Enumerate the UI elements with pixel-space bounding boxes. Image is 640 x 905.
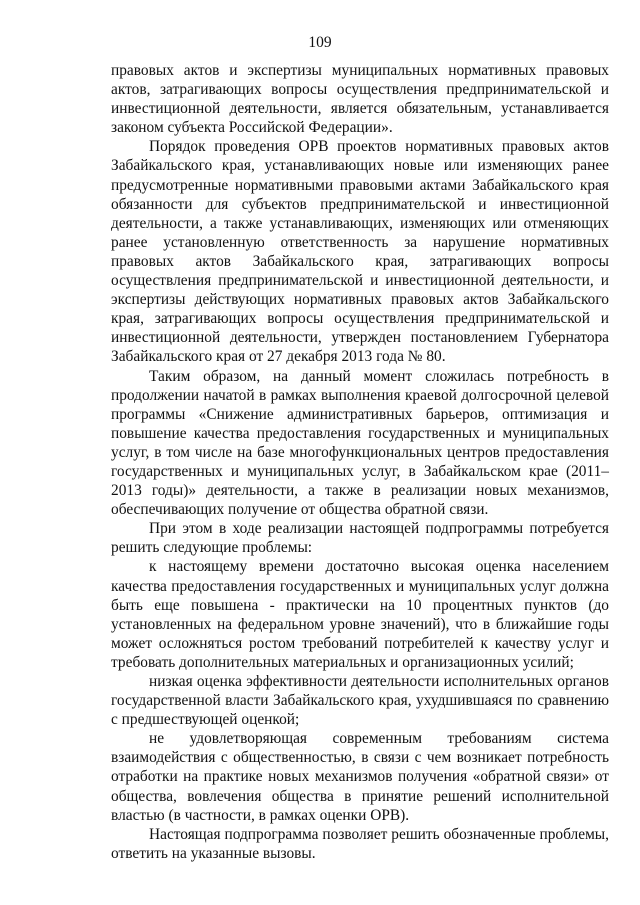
- paragraph-continuation: правовых актов и экспертизы муниципальных нормативных правовых актов, затрагивающих вопросы осуществления предпринимательской и инвестиционной деятельности, является обязательным, устанавливается законом субъекта Российской Федерации».: [111, 62, 609, 137]
- paragraph-problem-interaction: не удовлетворяющая современным требованиям система взаимодействия с общественностью, в связи с чем возникает потребность отработки на практике новых механизмов получения «обратной связи» от общества, вовлечения общества в принятие решений исполнительной властью (в частности, в рамках оценки ОРВ).: [111, 730, 609, 824]
- paragraph-need: Таким образом, на данный момент сложилась потребность в продолжении начатой в рамках выполнения краевой долгосрочной целевой программы «Снижение административных барьеров, оптимизация и повышение качества предоставления государственных и муниципальных услуг, в том числе на базе многофункциональных центров предоставления государственных и муниципальных услуг, в Забайкальском крае (2011–2013 годы)» деятельности, а также в реализации новых механизмов, обеспечивающих получение от общества обратной связи.: [111, 367, 609, 519]
- paragraph-conclusion: Настоящая подпрограмма позволяет решить обозначенные проблемы, ответить на указанные вызовы.: [111, 825, 609, 862]
- page-number: 109: [308, 34, 332, 51]
- paragraph-problem-efficiency: низкая оценка эффективности деятельности исполнительных органов государственной власти Забайкальского края, ухудшившаяся по сравнению с предшествующей оценкой;: [111, 673, 609, 729]
- paragraph-orv-procedure: Порядок проведения ОРВ проектов нормативных правовых актов Забайкальского края, устанавливающих новые или изменяющих ранее предусмотренные нормативными правовыми актами Забайкальского края обязанности для субъектов предпринимательской и инвестиционной деятельности, а также устанавливающих, изменяющих или отменяющих ранее установленную ответственность за нарушение нормативных правовых актов Забайкальского края, затрагивающих вопросы осуществления предпринимательской и инвестиционной деятельности, и экспертизы действующих нормативных правовых актов Забайкальского края, затрагивающих вопросы осуществления предпринимательской и инвестиционной деятельности, утвержден постановлением Губернатора Забайкальского края от 27 декабря 2013 года № 80.: [111, 138, 609, 366]
- document-body: [111, 61, 609, 863]
- paragraph-problem-services: к настоящему времени достаточно высокая оценка населением качества предоставления государственных и муниципальных услуг должна быть еще повышена - практически на 10 процентных пунктов (до установленных на федеральном уровне значений), что в ближайшие годы может осложняться ростом требований потребителей к качеству услуг и требовать дополнительных материальных и организационных усилий;: [111, 558, 609, 671]
- paragraph-problems-intro: При этом в ходе реализации настоящей подпрограммы потребуется решить следующие проблемы:: [111, 520, 609, 557]
